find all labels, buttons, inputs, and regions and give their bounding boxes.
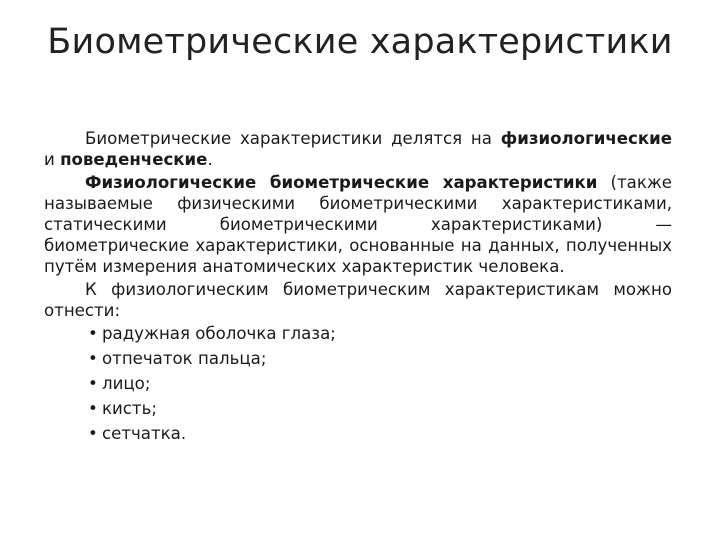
paragraph-list-intro: К физиологическим биометрическим характеристикам можно отнести:: [44, 280, 672, 320]
list-item-text: лицо;: [102, 374, 151, 393]
bullet-icon: •: [88, 374, 98, 393]
bullet-icon: •: [88, 399, 98, 418]
text-segment: и: [44, 150, 61, 169]
bold-term-physiological: физиологические: [500, 129, 672, 148]
text-segment: (также называемые физическими биометрическими характеристиками, статическими биометрическими характеристиками) — биометрические характеристики, основанные на данных, полученных путём измерения анатомических характеристик человека.: [44, 173, 672, 276]
paragraph-classification: [44, 128, 672, 170]
slide-title: Биометрические характеристики: [47, 22, 673, 62]
bold-term-behavioral: поведенческие: [60, 150, 208, 169]
list-item-text: отпечаток пальца;: [102, 349, 267, 368]
list-item-text: кисть;: [102, 399, 157, 418]
text-segment: Биометрические характеристики делятся на: [85, 129, 501, 148]
list-item-text: радужная оболочка глаза;: [102, 324, 336, 343]
slide-body: [44, 128, 672, 448]
list-item: [44, 323, 672, 344]
bold-term-definition: Физиологические биометрические характеристики: [85, 173, 598, 192]
text-segment: .: [207, 150, 213, 169]
bullet-icon: •: [88, 324, 98, 343]
list-item: [44, 348, 672, 369]
list-item: [44, 373, 672, 394]
list-item: [44, 423, 672, 444]
bullet-list: [44, 323, 672, 444]
paragraph-definition: [44, 172, 672, 277]
list-item-text: сетчатка.: [102, 424, 187, 443]
list-item: [44, 398, 672, 419]
bullet-icon: •: [88, 349, 98, 368]
bullet-icon: •: [88, 424, 98, 443]
